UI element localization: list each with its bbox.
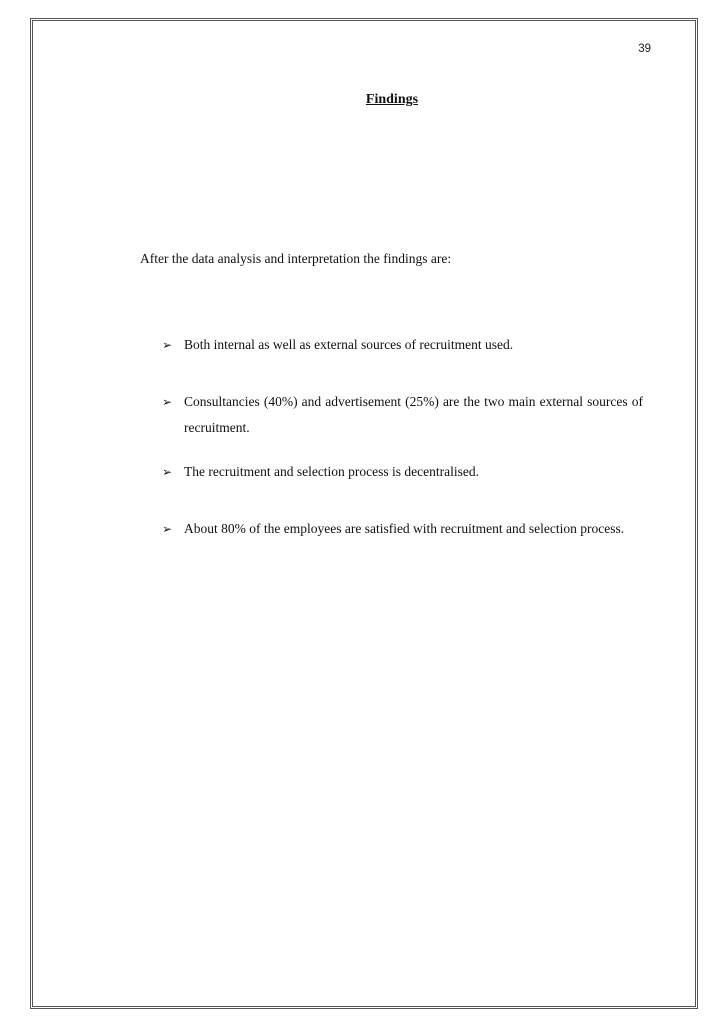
arrow-bullet-icon: ➢ [162, 338, 173, 352]
arrow-bullet-icon: ➢ [162, 395, 173, 409]
list-item [162, 389, 643, 441]
list-item [162, 332, 643, 358]
findings-list [162, 332, 643, 560]
arrow-bullet-icon: ➢ [162, 522, 173, 536]
finding-text: Consultancies (40%) and advertisement (25%) are the two main external sources of recruitment. [184, 394, 643, 435]
finding-text: About 80% of the employees are satisfied with recruitment and selection process. [184, 521, 625, 536]
finding-text: The recruitment and selection process is decentralised. [184, 464, 480, 479]
intro-paragraph: After the data analysis and interpretation the findings are: [140, 251, 452, 266]
arrow-bullet-icon: ➢ [162, 465, 173, 479]
finding-text: Both internal as well as external sources of recruitment used. [184, 337, 514, 352]
list-item [162, 459, 643, 485]
list-item [162, 516, 643, 542]
page-title: Findings [365, 92, 419, 107]
page-number: 39 [638, 43, 651, 55]
